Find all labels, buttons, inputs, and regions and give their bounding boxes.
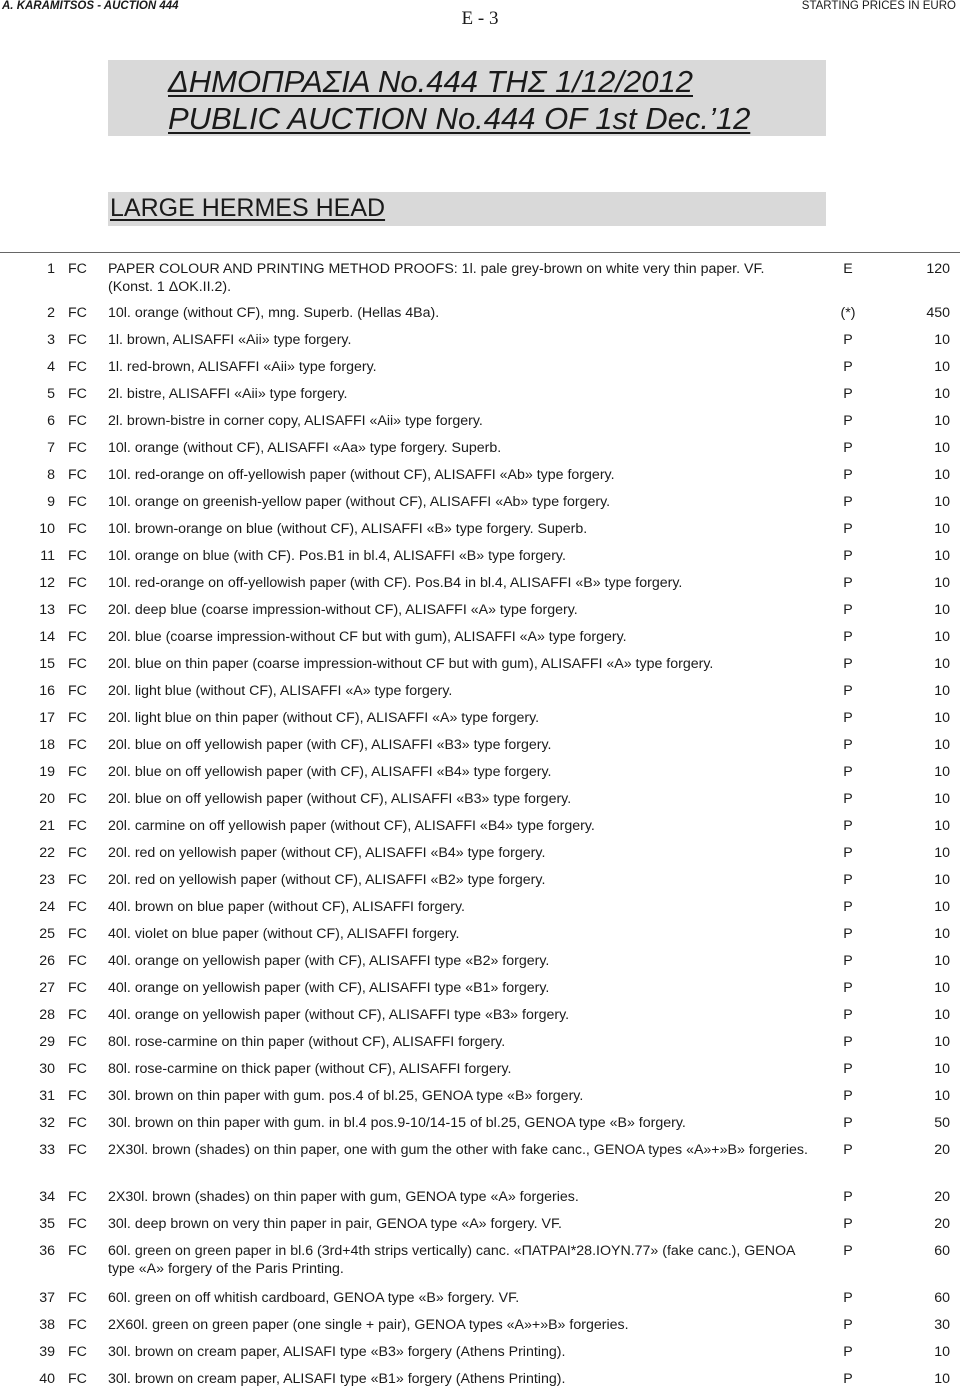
lot-number: 30 bbox=[39, 1061, 55, 1077]
lot-condition-code: P bbox=[843, 359, 853, 375]
lot-description: 80l. rose-carmine on thin paper (without CF), ALISAFFI forgery. bbox=[108, 1034, 506, 1050]
lot-condition-code: P bbox=[843, 602, 853, 618]
lot-condition-code: P bbox=[843, 791, 853, 807]
lot-condition-code: P bbox=[843, 548, 853, 564]
lot-description: 20l. carmine on off yellowish paper (without CF), ALISAFFI «B4» type forgery. bbox=[108, 818, 595, 834]
lot-condition-code: P bbox=[843, 1243, 853, 1259]
lot-description: 20l. light blue (without CF), ALISAFFI «A» type forgery. bbox=[108, 683, 453, 699]
lot-category: FC bbox=[68, 872, 87, 888]
lot-starting-price: 30 bbox=[934, 1317, 950, 1333]
lot-description: PAPER COLOUR AND PRINTING METHOD PROOFS: 1l. pale grey-brown on white very thin paper. VF. (Konst. 1 ΔOK.II.2). bbox=[108, 261, 765, 295]
lot-category: FC bbox=[68, 261, 87, 277]
lot-starting-price: 10 bbox=[934, 548, 950, 564]
lot-condition-code: P bbox=[843, 737, 853, 753]
lot-condition-code: P bbox=[843, 953, 853, 969]
header-divider bbox=[0, 252, 960, 253]
lot-starting-price: 20 bbox=[934, 1189, 950, 1205]
lot-category: FC bbox=[68, 1007, 87, 1023]
lot-starting-price: 10 bbox=[934, 1371, 950, 1387]
lot-description: 10l. orange on greenish-yellow paper (without CF), ALISAFFI «Ab» type forgery. bbox=[108, 494, 611, 510]
lot-starting-price: 10 bbox=[934, 332, 950, 348]
lot-category: FC bbox=[68, 602, 87, 618]
lot-starting-price: 10 bbox=[934, 521, 950, 537]
lot-condition-code: P bbox=[843, 818, 853, 834]
lot-description: 10l. red-orange on off-yellowish paper (without CF), ALISAFFI «Ab» type forgery. bbox=[108, 467, 615, 483]
lot-starting-price: 10 bbox=[934, 467, 950, 483]
lot-starting-price: 10 bbox=[934, 359, 950, 375]
lot-condition-code: P bbox=[843, 1317, 853, 1333]
lot-description: 30l. brown on cream paper, ALISAFI type «B1» forgery (Athens Printing). bbox=[108, 1371, 566, 1387]
lot-number: 24 bbox=[39, 899, 55, 915]
lot-description: 30l. brown on cream paper, ALISAFI type «B3» forgery (Athens Printing). bbox=[108, 1344, 566, 1360]
lot-category: FC bbox=[68, 467, 87, 483]
lot-starting-price: 10 bbox=[934, 683, 950, 699]
catalogue-header-right: STARTING PRICES IN EURO bbox=[801, 0, 956, 12]
lot-category: FC bbox=[68, 1344, 87, 1360]
lot-category: FC bbox=[68, 629, 87, 645]
lot-condition-code: P bbox=[843, 845, 853, 861]
lot-number: 32 bbox=[39, 1115, 55, 1131]
lot-number: 3 bbox=[47, 332, 55, 348]
section-banner bbox=[108, 192, 826, 226]
lot-number: 22 bbox=[39, 845, 55, 861]
lot-description: 10l. orange on blue (with CF). Pos.B1 in bl.4, ALISAFFI «B» type forgery. bbox=[108, 548, 566, 564]
lot-category: FC bbox=[68, 1317, 87, 1333]
lot-condition-code: P bbox=[843, 1142, 853, 1158]
lot-description: 40l. orange on yellowish paper (with CF), ALISAFFI type «B2» forgery. bbox=[108, 953, 550, 969]
lot-starting-price: 10 bbox=[934, 1061, 950, 1077]
lot-number: 16 bbox=[39, 683, 55, 699]
lot-starting-price: 450 bbox=[926, 305, 950, 321]
lot-category: FC bbox=[68, 1243, 87, 1259]
lot-starting-price: 10 bbox=[934, 1088, 950, 1104]
lot-description: 2X60l. green on green paper (one single + pair), GENOA types «A»+»B» forgeries. bbox=[108, 1317, 629, 1333]
lot-description: 2X30l. brown (shades) on thin paper with gum, GENOA type «A» forgeries. bbox=[108, 1189, 579, 1205]
lot-number: 13 bbox=[39, 602, 55, 618]
lot-description: 60l. green on green paper in bl.6 (3rd+4th strips vertically) canc. «ΠΑΤΡΑΙ*28.IOYN.77» (fake canc.), GENOA type «A» forgery of the Paris Printing. bbox=[108, 1243, 795, 1277]
lot-starting-price: 60 bbox=[934, 1243, 950, 1259]
lot-condition-code: P bbox=[843, 1290, 853, 1306]
lot-description: 30l. brown on thin paper with gum. pos.4 of bl.25, GENOA type «B» forgery. bbox=[108, 1088, 584, 1104]
page-number: E - 3 bbox=[461, 8, 499, 29]
lot-condition-code: P bbox=[843, 899, 853, 915]
lot-condition-code: P bbox=[843, 683, 853, 699]
lot-number: 7 bbox=[47, 440, 55, 456]
lot-description: 20l. blue on off yellowish paper (with CF), ALISAFFI «B3» type forgery. bbox=[108, 737, 552, 753]
lot-starting-price: 10 bbox=[934, 926, 950, 942]
lot-condition-code: P bbox=[843, 629, 853, 645]
lot-condition-code: P bbox=[843, 656, 853, 672]
lot-number: 9 bbox=[47, 494, 55, 510]
lot-condition-code: P bbox=[843, 1344, 853, 1360]
lot-description: 20l. blue on off yellowish paper (with CF), ALISAFFI «B4» type forgery. bbox=[108, 764, 552, 780]
lot-description: 10l. brown-orange on blue (without CF), ALISAFFI «B» type forgery. Superb. bbox=[108, 521, 588, 537]
lot-number: 33 bbox=[39, 1142, 55, 1158]
lot-number: 27 bbox=[39, 980, 55, 996]
lot-description: 10l. red-orange on off-yellowish paper (with CF). Pos.B4 in bl.4, ALISAFFI «B» type forgery. bbox=[108, 575, 683, 591]
lot-category: FC bbox=[68, 1142, 87, 1158]
lot-starting-price: 10 bbox=[934, 791, 950, 807]
lot-description: 2X30l. brown (shades) on thin paper, one with gum the other with fake canc., GENOA types «A»+»B» forgeries. bbox=[108, 1142, 808, 1158]
lot-category: FC bbox=[68, 1290, 87, 1306]
lot-starting-price: 10 bbox=[934, 602, 950, 618]
lot-starting-price: 10 bbox=[934, 575, 950, 591]
lot-starting-price: 10 bbox=[934, 872, 950, 888]
lot-description: 40l. orange on yellowish paper (with CF), ALISAFFI type «B1» forgery. bbox=[108, 980, 550, 996]
lot-category: FC bbox=[68, 1061, 87, 1077]
lot-description: 2l. brown-bistre in corner copy, ALISAFFI «Aii» type forgery. bbox=[108, 413, 483, 429]
section-title: LARGE HERMES HEAD bbox=[110, 194, 386, 222]
lot-number: 2 bbox=[47, 305, 55, 321]
lot-number: 36 bbox=[39, 1243, 55, 1259]
lot-condition-code: P bbox=[843, 332, 853, 348]
lot-starting-price: 10 bbox=[934, 980, 950, 996]
lot-starting-price: 10 bbox=[934, 386, 950, 402]
lot-description: 10l. orange (without CF), ALISAFFI «Aa» type forgery. Superb. bbox=[108, 440, 502, 456]
lot-number: 34 bbox=[39, 1189, 55, 1205]
lot-number: 6 bbox=[47, 413, 55, 429]
lot-description: 20l. blue on off yellowish paper (without CF), ALISAFFI «B3» type forgery. bbox=[108, 791, 572, 807]
lot-description: 20l. light blue on thin paper (without CF), ALISAFFI «A» type forgery. bbox=[108, 710, 540, 726]
lot-condition-code: P bbox=[843, 1189, 853, 1205]
lot-condition-code: P bbox=[843, 926, 853, 942]
lot-category: FC bbox=[68, 845, 87, 861]
lot-starting-price: 10 bbox=[934, 899, 950, 915]
lot-condition-code: P bbox=[843, 494, 853, 510]
lot-condition-code: P bbox=[843, 1216, 853, 1232]
lot-condition-code: P bbox=[843, 764, 853, 780]
lot-starting-price: 10 bbox=[934, 1007, 950, 1023]
lot-description: 1l. brown, ALISAFFI «Aii» type forgery. bbox=[108, 332, 352, 348]
lot-description: 40l. orange on yellowish paper (without CF), ALISAFFI type «B3» forgery. bbox=[108, 1007, 570, 1023]
lot-starting-price: 10 bbox=[934, 710, 950, 726]
lot-description: 2l. bistre, ALISAFFI «Aii» type forgery. bbox=[108, 386, 348, 402]
lot-number: 11 bbox=[40, 548, 55, 564]
lot-category: FC bbox=[68, 440, 87, 456]
lot-category: FC bbox=[68, 1088, 87, 1104]
lot-starting-price: 10 bbox=[934, 737, 950, 753]
lot-category: FC bbox=[68, 413, 87, 429]
lot-category: FC bbox=[68, 386, 87, 402]
lot-number: 5 bbox=[47, 386, 55, 402]
lot-category: FC bbox=[68, 575, 87, 591]
lot-number: 15 bbox=[39, 656, 55, 672]
lot-number: 38 bbox=[39, 1317, 55, 1333]
lot-category: FC bbox=[68, 521, 87, 537]
lot-description: 20l. deep blue (coarse impression-without CF), ALISAFFI «A» type forgery. bbox=[108, 602, 578, 618]
lot-starting-price: 120 bbox=[926, 261, 950, 277]
lot-starting-price: 10 bbox=[934, 656, 950, 672]
lot-category: FC bbox=[68, 548, 87, 564]
lot-category: FC bbox=[68, 1216, 87, 1232]
lot-number: 4 bbox=[47, 359, 55, 375]
lot-number: 28 bbox=[39, 1007, 55, 1023]
lot-starting-price: 10 bbox=[934, 1344, 950, 1360]
lot-category: FC bbox=[68, 1189, 87, 1205]
lot-category: FC bbox=[68, 791, 87, 807]
lot-condition-code: P bbox=[843, 467, 853, 483]
lot-starting-price: 10 bbox=[934, 1034, 950, 1050]
lot-number: 25 bbox=[39, 926, 55, 942]
lot-condition-code: P bbox=[843, 872, 853, 888]
lot-number: 39 bbox=[39, 1344, 55, 1360]
lot-condition-code: P bbox=[843, 1088, 853, 1104]
lot-number: 26 bbox=[39, 953, 55, 969]
lot-condition-code: P bbox=[843, 980, 853, 996]
lot-number: 18 bbox=[39, 737, 55, 753]
lot-category: FC bbox=[68, 737, 87, 753]
lot-number: 29 bbox=[39, 1034, 55, 1050]
lot-number: 8 bbox=[47, 467, 55, 483]
auction-title-banner bbox=[108, 60, 826, 136]
lot-condition-code: P bbox=[843, 1115, 853, 1131]
lot-description: 60l. green on off whitish cardboard, GENOA type «B» forgery. VF. bbox=[108, 1290, 520, 1306]
lot-category: FC bbox=[68, 305, 87, 321]
auction-title-english: PUBLIC AUCTION No.444 OF 1st Dec.’12 bbox=[168, 101, 751, 136]
lot-starting-price: 10 bbox=[934, 845, 950, 861]
lot-category: FC bbox=[68, 980, 87, 996]
lot-description: 40l. violet on blue paper (without CF), ALISAFFI forgery. bbox=[108, 926, 460, 942]
lot-number: 19 bbox=[39, 764, 55, 780]
lot-category: FC bbox=[68, 1115, 87, 1131]
lot-number: 1 bbox=[47, 261, 55, 277]
lot-category: FC bbox=[68, 656, 87, 672]
lot-starting-price: 10 bbox=[934, 413, 950, 429]
lot-category: FC bbox=[68, 1034, 87, 1050]
lot-category: FC bbox=[68, 818, 87, 834]
lot-number: 14 bbox=[39, 629, 55, 645]
lot-condition-code: P bbox=[843, 1061, 853, 1077]
lot-number: 37 bbox=[39, 1290, 55, 1306]
lot-category: FC bbox=[68, 926, 87, 942]
auction-title-greek: ΔΗΜΟΠΡΑΣΙΑ No.444 ΤΗΣ 1/12/2012 bbox=[168, 64, 693, 99]
lot-description: 40l. brown on blue paper (without CF), ALISAFFI forgery. bbox=[108, 899, 465, 915]
lot-starting-price: 10 bbox=[934, 629, 950, 645]
lot-description: 10l. orange (without CF), mng. Superb. (Hellas 4Ba). bbox=[108, 305, 440, 321]
lot-number: 21 bbox=[39, 818, 55, 834]
catalogue-header-left: A. KARAMITSOS - AUCTION 444 bbox=[2, 0, 179, 12]
lot-condition-code: P bbox=[843, 521, 853, 537]
lot-starting-price: 10 bbox=[934, 818, 950, 834]
lot-category: FC bbox=[68, 359, 87, 375]
lot-condition-code: P bbox=[843, 1007, 853, 1023]
lot-description: 20l. blue on thin paper (coarse impression-without CF but with gum), ALISAFFI «A» type forgery. bbox=[108, 656, 714, 672]
lot-condition-code: P bbox=[843, 1034, 853, 1050]
lot-starting-price: 50 bbox=[934, 1115, 950, 1131]
lot-description: 30l. brown on thin paper with gum. in bl.4 pos.9-10/14-15 of bl.25, GENOA type «B» forgery. bbox=[108, 1115, 686, 1131]
lot-starting-price: 20 bbox=[934, 1142, 950, 1158]
lot-number: 12 bbox=[39, 575, 55, 591]
lot-condition-code: P bbox=[843, 710, 853, 726]
lot-condition-code: P bbox=[843, 575, 853, 591]
lot-description: 20l. red on yellowish paper (without CF), ALISAFFI «B2» type forgery. bbox=[108, 872, 546, 888]
lot-category: FC bbox=[68, 899, 87, 915]
lot-category: FC bbox=[68, 953, 87, 969]
lot-number: 23 bbox=[39, 872, 55, 888]
lot-condition-code: (*) bbox=[840, 305, 856, 321]
lot-category: FC bbox=[68, 764, 87, 780]
lot-starting-price: 10 bbox=[934, 440, 950, 456]
lot-category: FC bbox=[68, 1371, 87, 1387]
lot-starting-price: 10 bbox=[934, 494, 950, 510]
lot-category: FC bbox=[68, 710, 87, 726]
lot-number: 31 bbox=[39, 1088, 55, 1104]
lot-starting-price: 60 bbox=[934, 1290, 950, 1306]
lot-category: FC bbox=[68, 332, 87, 348]
lot-condition-code: P bbox=[843, 440, 853, 456]
lot-condition-code: P bbox=[843, 386, 853, 402]
lot-condition-code: E bbox=[843, 261, 853, 277]
lot-number: 20 bbox=[39, 791, 55, 807]
lot-number: 17 bbox=[39, 710, 55, 726]
lot-category: FC bbox=[68, 683, 87, 699]
lot-description: 80l. rose-carmine on thick paper (without CF), ALISAFFI forgery. bbox=[108, 1061, 512, 1077]
lot-number: 35 bbox=[39, 1216, 55, 1232]
lot-starting-price: 10 bbox=[934, 953, 950, 969]
lot-starting-price: 20 bbox=[934, 1216, 950, 1232]
lot-number: 40 bbox=[39, 1371, 55, 1387]
lot-number: 10 bbox=[39, 521, 55, 537]
lot-condition-code: P bbox=[843, 413, 853, 429]
lot-starting-price: 10 bbox=[934, 764, 950, 780]
lot-description: 1l. red-brown, ALISAFFI «Aii» type forgery. bbox=[108, 359, 377, 375]
lot-description: 30l. deep brown on very thin paper in pair, GENOA type «A» forgery. VF. bbox=[108, 1216, 562, 1232]
lot-category: FC bbox=[68, 494, 87, 510]
lot-description: 20l. red on yellowish paper (without CF), ALISAFFI «B4» type forgery. bbox=[108, 845, 546, 861]
lot-description: 20l. blue (coarse impression-without CF but with gum), ALISAFFI «A» type forgery. bbox=[108, 629, 627, 645]
lot-condition-code: P bbox=[843, 1371, 853, 1387]
